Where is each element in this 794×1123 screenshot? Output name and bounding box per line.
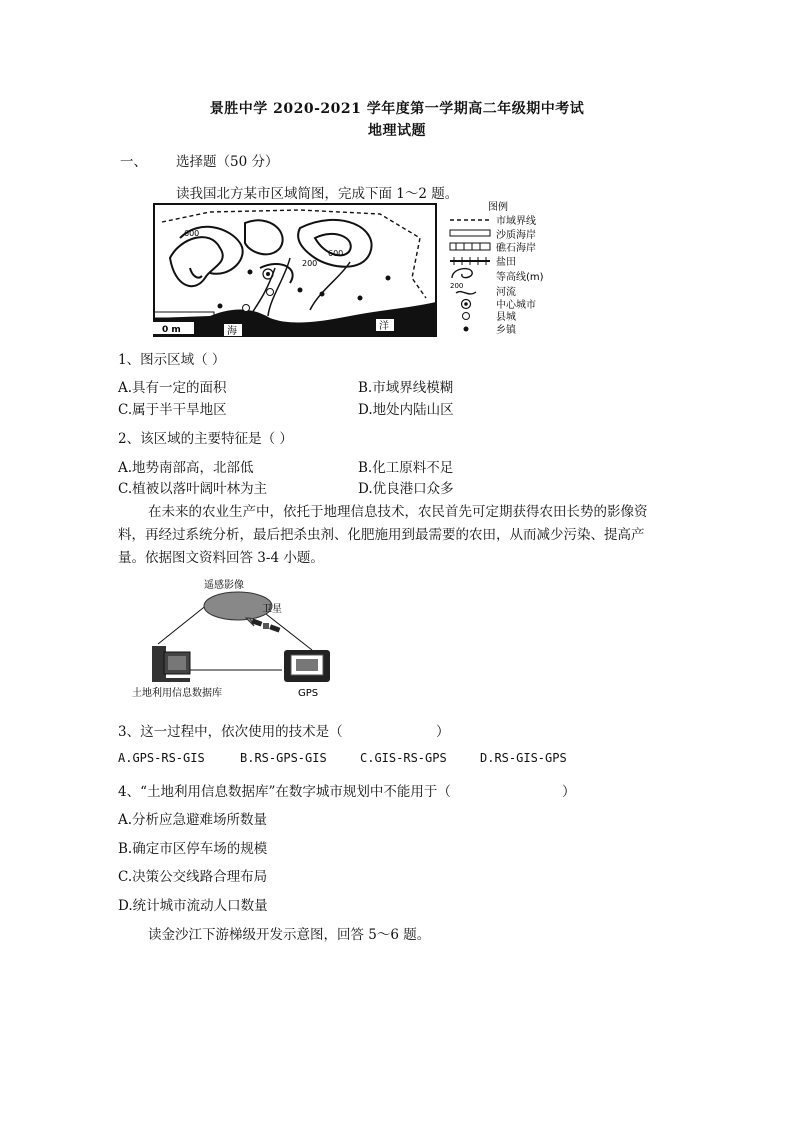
satellite-label: 卫星 <box>262 604 282 615</box>
legend-item: 市域界线 <box>496 216 536 227</box>
legend-item: 中心城市 <box>496 300 536 311</box>
intro-q1-2: 读我国北方某市区域简图，完成下面 1～2 题。 <box>176 186 459 202</box>
question-2-option-d[interactable]: D.优良港口众多 <box>358 481 454 497</box>
gps-label: GPS <box>298 688 319 699</box>
question-1-option-a[interactable]: A.具有一定的面积 <box>118 380 227 396</box>
town-markers <box>218 270 391 309</box>
question-2-option-a[interactable]: A.地势南部高，北部低 <box>118 460 254 476</box>
question-3-option-a[interactable]: A.GPS-RS-GIS <box>118 751 205 765</box>
legend-item: 礁石海岸 <box>496 243 536 254</box>
passage-line-3: 量。依据图文资料回答 3-4 小题。 <box>118 550 324 566</box>
contour-label: 600 <box>328 249 344 258</box>
county-markers <box>243 289 274 312</box>
section-number: 一、 <box>120 154 147 170</box>
remote-sensing-cloud <box>204 578 272 626</box>
map-legend <box>450 200 544 336</box>
question-1-option-d[interactable]: D.地处内陆山区 <box>358 402 454 418</box>
exam-subtitle: 地理试题 <box>368 123 426 139</box>
exam-title: 景胜中学 2020-2021 学年度第一学期高二年级期中考试 <box>209 101 585 117</box>
question-1-option-c[interactable]: C.属于半干旱地区 <box>118 402 227 418</box>
legend-item: 河流 <box>496 287 516 298</box>
question-4-option-c[interactable]: C.决策公交线路合理布局 <box>118 869 268 885</box>
technology-diagram <box>126 574 366 704</box>
zero-label: 0 m <box>162 325 181 335</box>
question-4-option-b[interactable]: B.确定市区停车场的规模 <box>118 841 268 857</box>
cloud-label: 遥感影像 <box>204 580 244 591</box>
sea-char: 洋 <box>379 321 389 332</box>
question-1-stem: 1、图示区域（ ） <box>118 352 226 368</box>
question-3-option-c[interactable]: C.GIS-RS-GPS <box>360 751 447 765</box>
question-4-stem: 4、“土地利用信息数据库”在数字城市规划中不能用于（ <box>118 784 451 800</box>
city-boundary <box>162 210 426 298</box>
passage-line-1: 在未来的农业生产中，依托于地理信息技术，农民首先可定期获得农田长势的影像资 <box>148 504 648 520</box>
central-city-marker <box>263 269 273 279</box>
question-2-option-b[interactable]: B.化工原料不足 <box>358 460 454 476</box>
question-2-stem: 2、该区域的主要特征是（ ） <box>118 431 293 447</box>
question-4-option-d[interactable]: D.统计城市流动人口数量 <box>118 898 268 914</box>
contour-label: 200 <box>302 259 318 268</box>
question-3-stem: 3、这一过程中，依次使用的技术是（ <box>118 724 343 740</box>
intro-q5-6: 读金沙江下游梯级开发示意图，回答 5～6 题。 <box>148 927 431 943</box>
legend-item: 等高线(m) <box>496 272 544 283</box>
question-1-option-b[interactable]: B.市域界线模糊 <box>358 380 454 396</box>
legend-item: 县城 <box>496 312 516 323</box>
question-3-option-d[interactable]: D.RS-GIS-GPS <box>480 751 567 765</box>
legend-item: 盐田 <box>496 257 516 268</box>
computer-label: 土地利用信息数据库 <box>132 688 222 699</box>
contour-label: 600 <box>184 229 200 238</box>
section-title: 选择题（50 分） <box>176 154 279 170</box>
sea-char: 海 <box>227 326 237 337</box>
question-4-stem-end: ） <box>562 784 576 800</box>
gps-device-icon <box>284 650 330 682</box>
passage-line-2: 料，再经过系统分析，最后把杀虫剂、化肥施用到最需要的农田，从而减少污染、提高产 <box>118 527 645 543</box>
question-3-option-b[interactable]: B.RS-GPS-GIS <box>240 751 327 765</box>
question-3-stem-end: ） <box>436 724 450 740</box>
question-2-option-c[interactable]: C.植被以落叶阔叶林为主 <box>118 481 268 497</box>
legend-item: 沙质海岸 <box>496 230 536 241</box>
legend-title: 图例 <box>488 202 508 213</box>
region-map <box>150 198 590 344</box>
question-4-option-a[interactable]: A.分析应急避难场所数量 <box>118 812 268 828</box>
computer-icon <box>152 646 190 682</box>
legend-item: 乡镇 <box>496 325 516 336</box>
legend-contour-value: 200 <box>450 282 464 290</box>
